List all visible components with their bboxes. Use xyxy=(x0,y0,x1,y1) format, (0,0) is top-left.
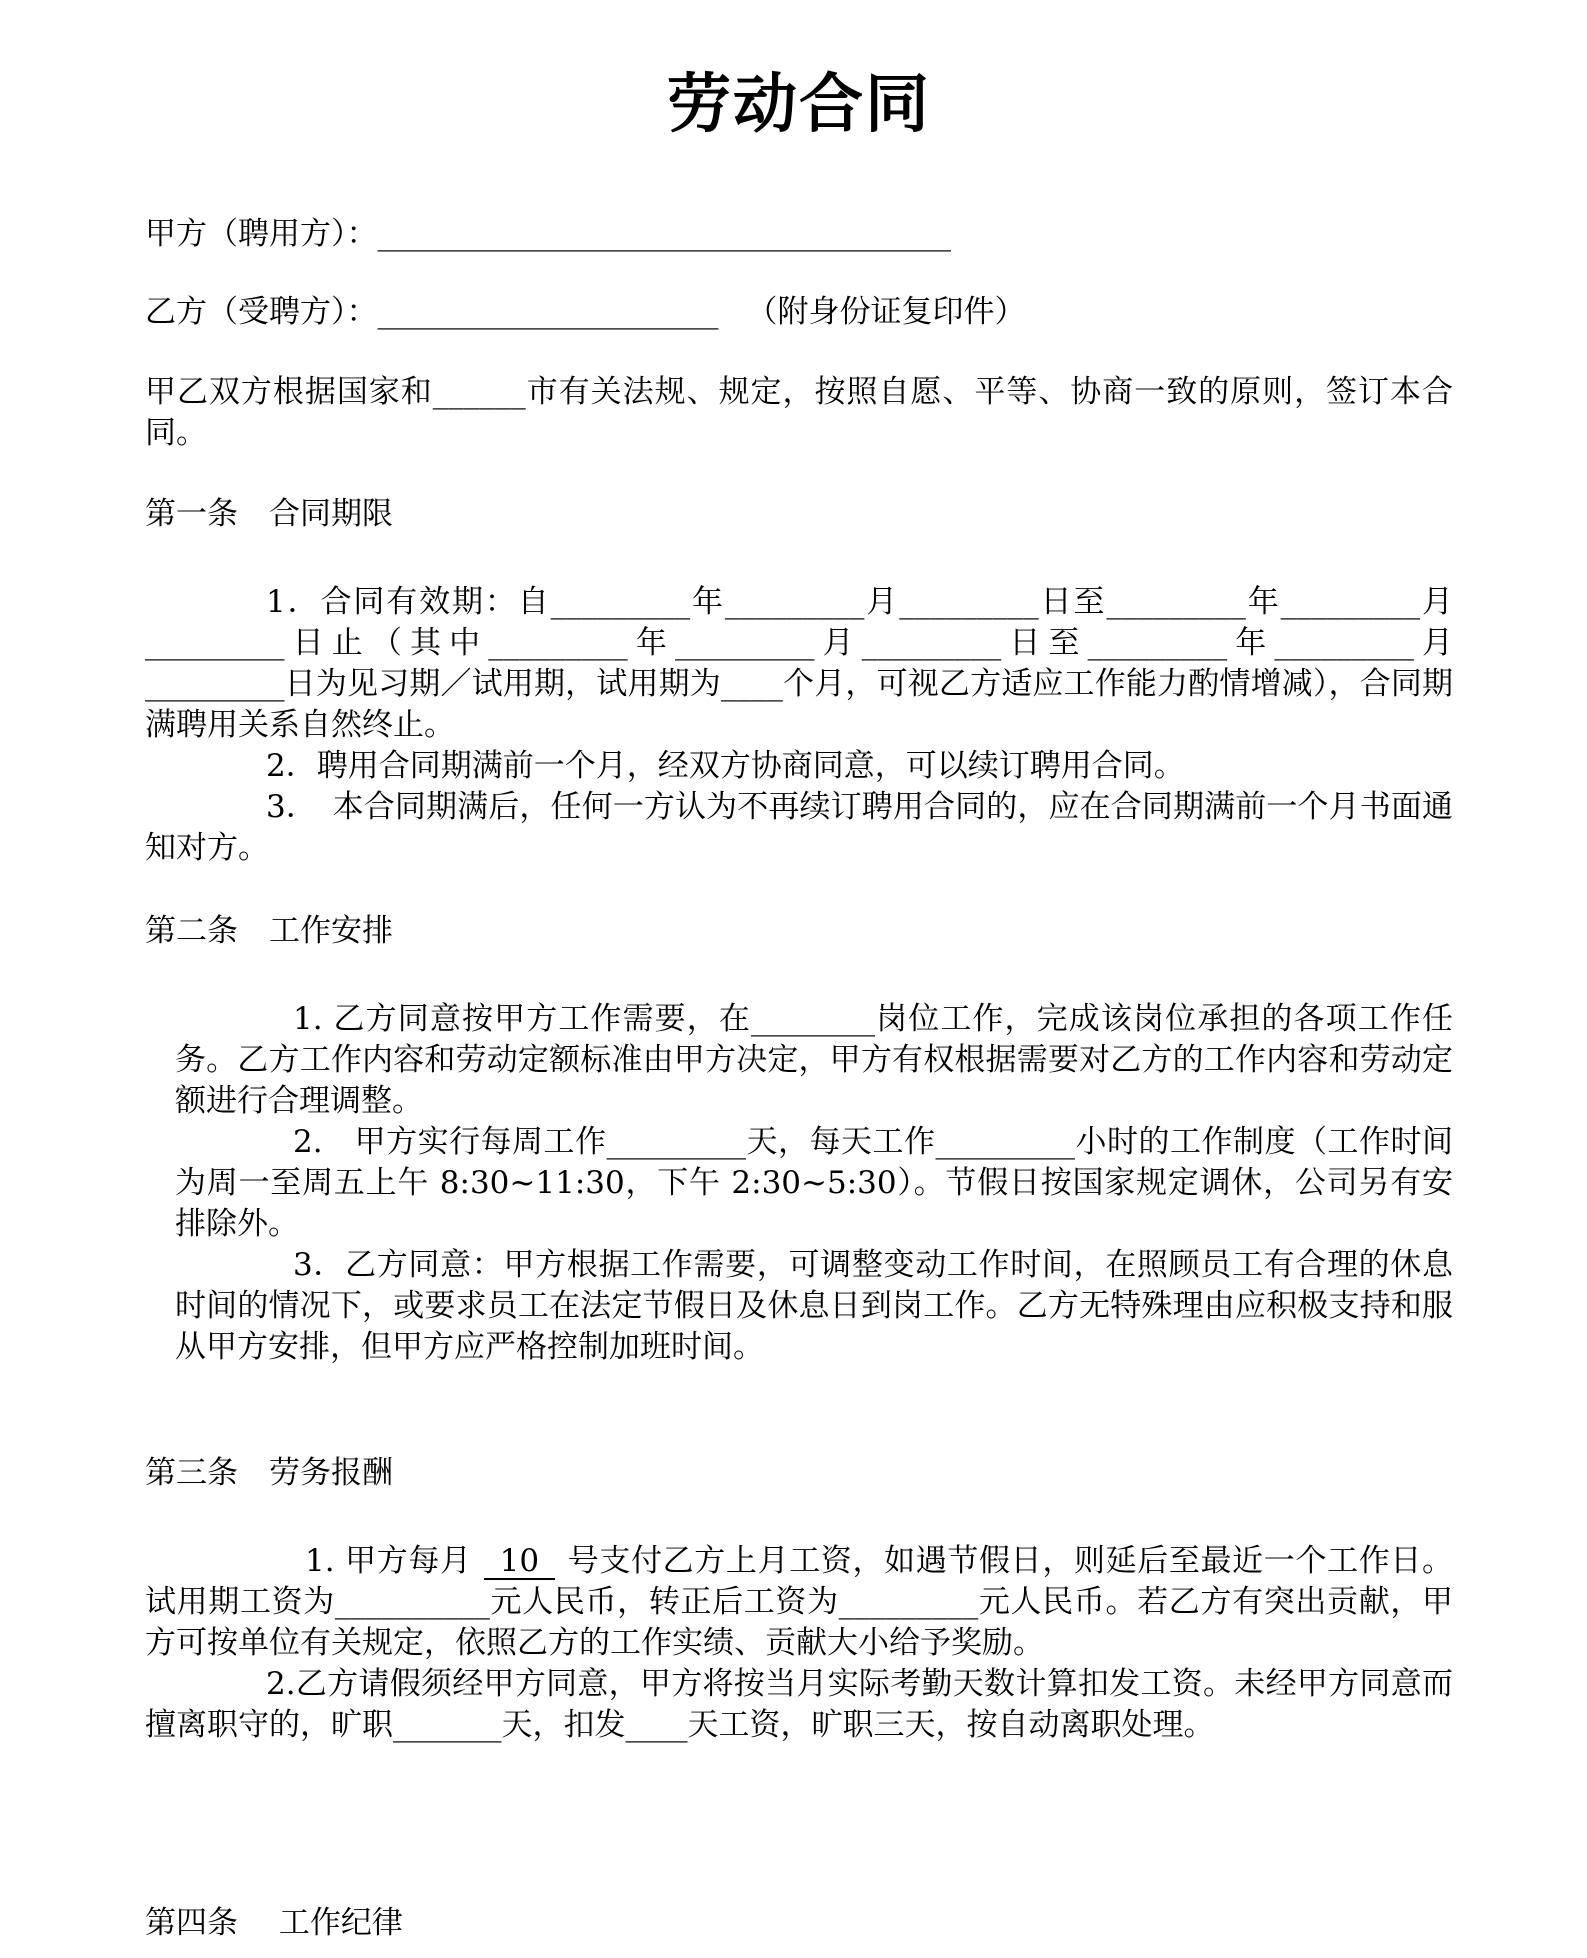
article2-item-2: 2. 甲方实行每周工作_________天，每天工作_________小时的工作制度（工作时间为周一至周五上午 8:30~11:30，下午 2:30~5:30）。节假日按国家规定调休，公司另有安排除外。 xyxy=(175,1124,1453,1242)
article1-heading: 第一条 合同期限 xyxy=(145,496,393,532)
party-b-blank[interactable]: ______________________ xyxy=(377,294,719,330)
document-title: 劳动合同 xyxy=(667,67,931,142)
salary-day-blank[interactable]: 10 xyxy=(484,1544,555,1580)
article3-item-1-pre: 1. 甲方每月 xyxy=(305,1543,472,1579)
intro-paragraph: 甲乙双方根据国家和______市有关法规、规定，按照自愿、平等、协商一致的原则，签订本合同。 xyxy=(145,374,1453,451)
article1-item-2: 2．聘用合同期满前一个月，经双方协商同意，可以续订聘用合同。 xyxy=(266,748,1185,784)
party-a-line xyxy=(145,214,1453,255)
article3-item-1 xyxy=(145,1541,1453,1664)
article3-item-1-post: 号支付乙方上月工资，如遇节假日，则延后至最近一个工作日。试用期工资为__________元人民币，转正后工资为_________元人民币。若乙方有突出贡献，甲方可按单位有关规定，依照乙方的工作实绩、贡献大小给予奖励。 xyxy=(145,1543,1454,1661)
party-b-line xyxy=(145,292,1453,333)
article2-item-1: 1. 乙方同意按甲方工作需要，在________岗位工作，完成该岗位承担的各项工作任务。乙方工作内容和劳动定额标准由甲方决定，甲方有权根据需要对乙方的工作内容和劳动定额进行合理调整。 xyxy=(175,1001,1453,1119)
article2-item-3: 3．乙方同意：甲方根据工作需要，可调整变动工作时间，在照顾员工有合理的休息时间的情况下，或要求员工在法定节假日及休息日到岗工作。乙方无特殊理由应积极支持和服从甲方安排，但甲方应严格控制加班时间。 xyxy=(175,1247,1453,1365)
article1-item-3: 3． 本合同期满后，任何一方认为不再续订聘用合同的，应在合同期满前一个月书面通知对方。 xyxy=(145,789,1453,866)
party-a-label: 甲方（聘用方）： xyxy=(145,216,378,252)
article3-heading: 第三条 劳务报酬 xyxy=(145,1455,393,1491)
article4-heading: 第四条 工作纪律 xyxy=(145,1905,403,1941)
party-a-blank[interactable]: _____________________________________ xyxy=(377,216,951,252)
party-b-id-note: （附身份证复印件） xyxy=(746,294,1026,330)
party-b-label: 乙方（受聘方）： xyxy=(145,294,378,330)
article1-item-1: 1．合同有效期：自_________年_________月_________日至_________年_________月_________日止（其中_________年_________月_________日至_________年_________月_________日为见习期／试用期，试用期为____个月，可视乙方适应工作能力酌情增减），合同期满聘用关系自然终止。 xyxy=(145,584,1453,743)
article2-heading: 第二条 工作安排 xyxy=(145,913,393,949)
article3-item-2: 2.乙方请假须经甲方同意，甲方将按当月实际考勤天数计算扣发工资。未经甲方同意而擅离职守的，旷职_______天，扣发____天工资，旷职三天，按自动离职处理。 xyxy=(145,1666,1453,1743)
